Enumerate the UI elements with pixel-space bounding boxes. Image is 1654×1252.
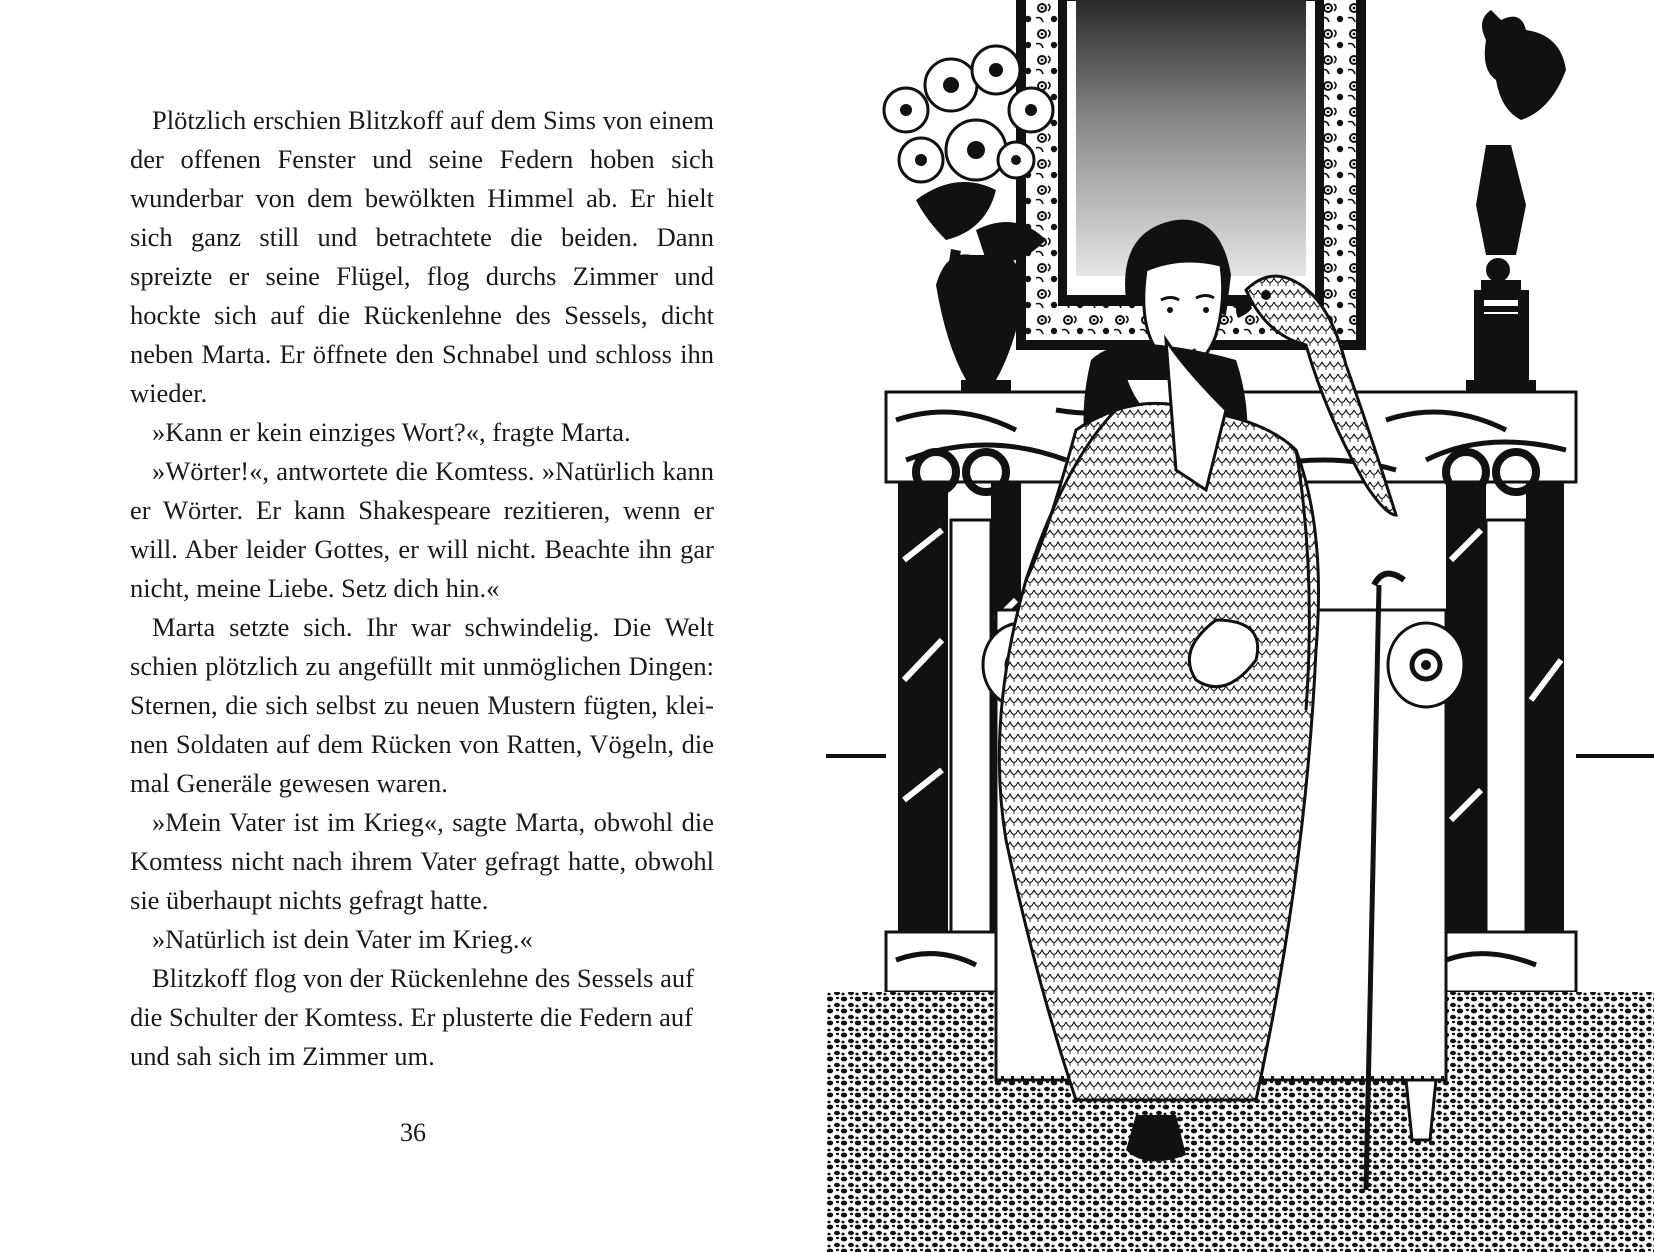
bird-statue — [1466, 10, 1566, 394]
paragraph-1: Plötzlich erschien Blitzkoff auf dem Sims von einem der offenen Fenster und seine Federn hoben sich wunderbar von dem bewölkten Himmel ab. Er hielt sich ganz still und betrachtete die beiden. Dann spreizte er seine Flügel, flog durchs Zimmer und hockte sich auf die Rückenlehne des Sessels, dicht neben Marta. Er öffnete den Schnabel und schloss ihn wieder. — [130, 105, 714, 408]
paragraph-4: Marta setzte sich. Ihr war schwindelig. Die Welt schien plötzlich zu angefüllt mit unmöglichen Dingen: Sternen, die sich selbst zu neuen Mustern fügten, kleinen Soldaten auf dem Rücken von Ratten, Vögeln, die mal Generäle gewesen waren. — [130, 612, 714, 798]
paragraph-5: »Mein Vater ist im Krieg«, sagte Marta, obwohl die Komtess nicht nach ihrem Vater gefragt hatte, obwohl sie überhaupt nichts gefragt hatte. — [130, 807, 714, 915]
body-text — [130, 101, 714, 1076]
paragraph-3: »Wörter!«, antwortete die Komtess. »Natürlich kann er Wörter. Er kann Shakespeare rezitieren, wenn er will. Aber leider Gottes, er will nicht. Beachte ihn gar nicht, meine Liebe. Setz dich hin.« — [130, 456, 714, 603]
paragraph-2: »Kann er kein einziges Wort?«, fragte Marta. — [152, 417, 631, 447]
paragraph-7: Blitzkoff flog von der Rückenlehne des Sessels auf die Schulter der Komtess. Er plusterte die Federn auf und sah sich im Zimmer um. — [130, 963, 694, 1071]
left-text-page — [0, 0, 826, 1252]
paragraph-6: »Natürlich ist dein Vater im Krieg.« — [152, 924, 533, 954]
illustration-countess-in-armchair — [826, 0, 1654, 1252]
page-number: 36 — [400, 1118, 426, 1147]
